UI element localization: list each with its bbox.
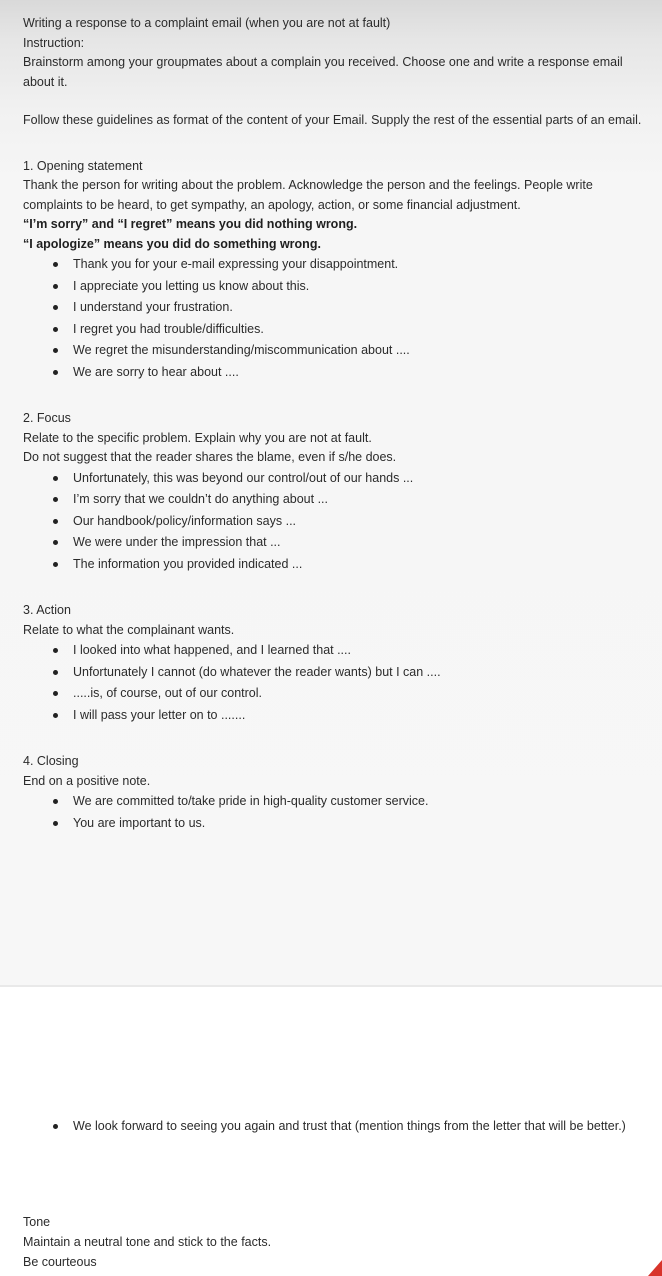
list-item: I understand your frustration.: [23, 297, 653, 319]
opening-note-apologize: “I apologize” means you did do something wrong.: [23, 236, 321, 251]
list-item: I regret you had trouble/difficulties.: [23, 319, 653, 341]
list-item: We were under the impression that ...: [23, 532, 653, 554]
action-section: [23, 601, 653, 726]
opening-heading: 1. Opening statement: [23, 158, 143, 173]
page-divider: [0, 985, 662, 987]
closing-phrases-list: [23, 791, 653, 834]
closing-continued: [23, 1117, 658, 1137]
closing-line-1: End on a positive note.: [23, 773, 151, 788]
document-title: Writing a response to a complaint email (when you are not at fault): [23, 16, 391, 30]
list-item: Thank you for your e-mail expressing your disappointment.: [23, 254, 653, 276]
tone-line-1: Maintain a neutral tone and stick to the facts.: [23, 1235, 272, 1249]
list-item: .....is, of course, out of our control.: [23, 683, 653, 705]
corner-marker-icon: [648, 1260, 662, 1276]
opening-description: Thank the person for writing about the problem. Acknowledge the person and the feelings. People write complaints to be heard, to get sympathy, an apology, action, or some financial adjustment.: [23, 178, 593, 212]
tone-line-2: Be courteous: [23, 1255, 97, 1269]
focus-heading: 2. Focus: [23, 411, 71, 425]
closing-continued-list: [23, 1117, 658, 1137]
opening-statement-section: [23, 157, 653, 384]
list-item: We regret the misunderstanding/miscommunication about ....: [23, 340, 653, 362]
tone-section: [23, 1212, 653, 1272]
opening-phrases-list: [23, 254, 653, 383]
list-item: I will pass your letter on to .......: [23, 705, 653, 727]
focus-line-1: Relate to the specific problem. Explain why you are not at fault.: [23, 430, 372, 445]
list-item: We look forward to seeing you again and trust that (mention things from the letter that will be better.): [23, 1117, 658, 1137]
focus-phrases-list: [23, 468, 653, 576]
guidelines-text: Follow these guidelines as format of the content of your Email. Supply the rest of the essential parts of an email.: [23, 113, 642, 127]
list-item: The information you provided indicated ...: [23, 554, 653, 576]
focus-line-2: Do not suggest that the reader shares the blame, even if s/he does.: [23, 450, 397, 464]
list-item: Unfortunately, this was beyond our control/out of our hands ...: [23, 468, 653, 490]
list-item: Unfortunately I cannot (do whatever the reader wants) but I can ....: [23, 662, 653, 684]
list-item: I looked into what happened, and I learned that ....: [23, 640, 653, 662]
list-item: We are sorry to hear about ....: [23, 362, 653, 384]
list-item: Our handbook/policy/information says ...: [23, 511, 653, 533]
action-line-1: Relate to what the complainant wants.: [23, 622, 235, 637]
document-content: [23, 14, 653, 834]
closing-heading: 4. Closing: [23, 754, 79, 768]
focus-section: [23, 409, 653, 575]
action-heading: 3. Action: [23, 603, 71, 617]
instruction-text: Brainstorm among your groupmates about a complain you received. Choose one and write a response email about it.: [23, 55, 623, 89]
list-item: You are important to us.: [23, 813, 653, 835]
action-phrases-list: [23, 640, 653, 726]
instruction-label: Instruction:: [23, 35, 85, 50]
list-item: I appreciate you letting us know about this.: [23, 276, 653, 298]
tone-heading: Tone: [23, 1215, 51, 1229]
list-item: I’m sorry that we couldn’t do anything about ...: [23, 489, 653, 511]
list-item: We are committed to/take pride in high-quality customer service.: [23, 791, 653, 813]
closing-section: [23, 752, 653, 834]
opening-note-sorry: “I’m sorry” and “I regret” means you did nothing wrong.: [23, 217, 358, 231]
